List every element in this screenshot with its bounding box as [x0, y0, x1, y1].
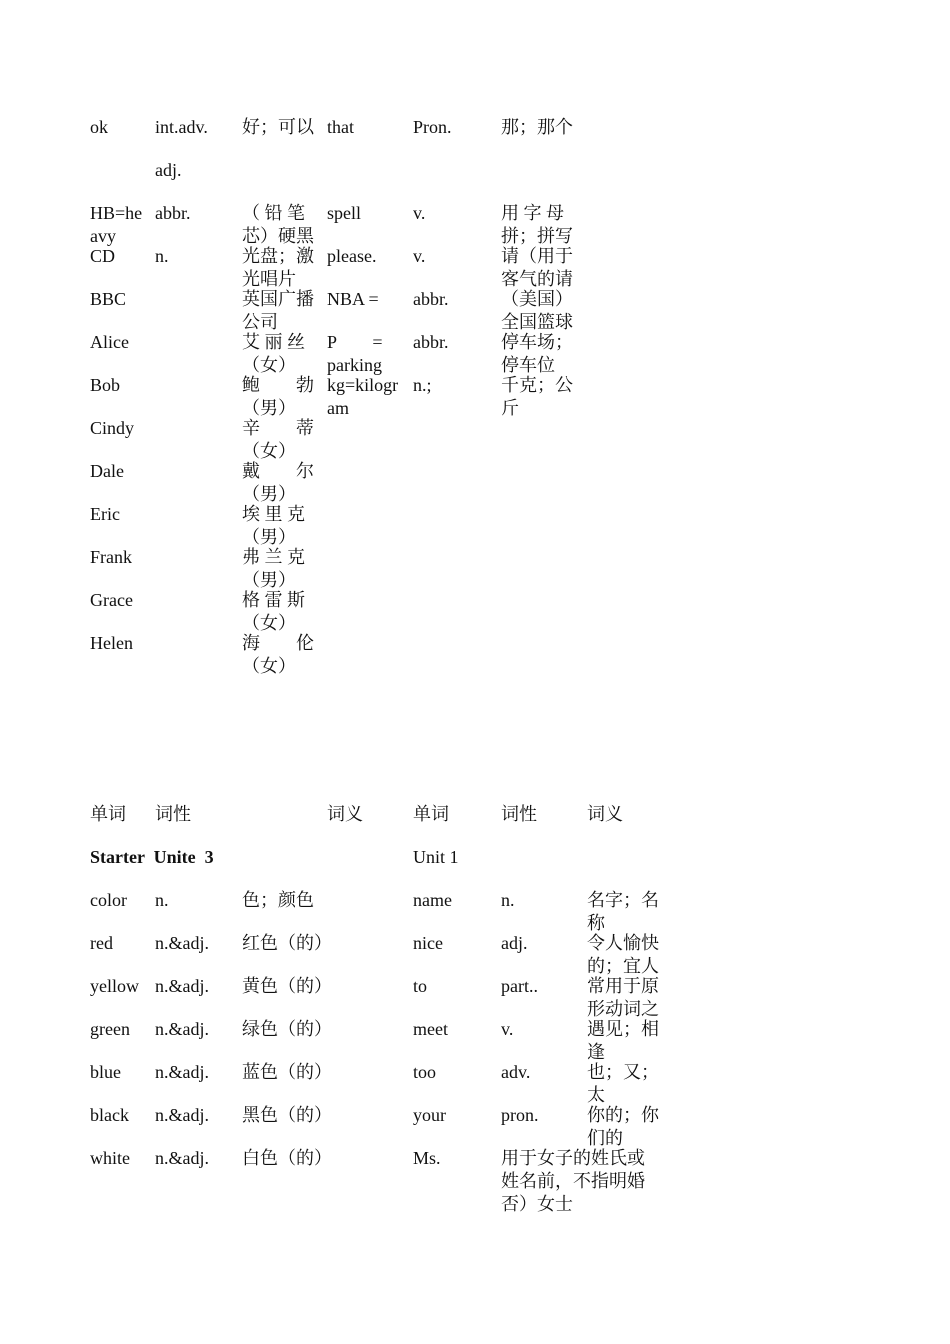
part-of-speech: adj.	[501, 933, 528, 953]
part-of-speech: n.&adj.	[155, 1105, 209, 1125]
word: P = parking	[327, 332, 383, 375]
word: color	[90, 890, 127, 910]
word: Alice	[90, 332, 129, 352]
word: NBA =	[327, 289, 379, 309]
word: that	[327, 117, 354, 137]
word: Grace	[90, 590, 133, 610]
meaning: 海 伦 （女）	[242, 633, 314, 676]
part-of-speech: n.&adj.	[155, 1148, 209, 1168]
part-of-speech: int.adv.	[155, 117, 208, 137]
word: CD	[90, 246, 116, 266]
word: BBC	[90, 289, 127, 309]
meaning: 常用于原 形动词之	[587, 976, 659, 1019]
meaning: 千克；公 斤	[501, 375, 573, 418]
word: Ms.	[413, 1148, 441, 1168]
meaning: 遇见；相 逢	[587, 1019, 659, 1062]
meaning: 也；又； 太	[587, 1062, 659, 1105]
meaning: 英国广播 公司	[242, 289, 314, 332]
word: your	[413, 1105, 446, 1125]
meaning: 戴 尔 （男）	[242, 461, 314, 504]
part-of-speech: abbr.	[155, 203, 191, 223]
part-of-speech: part..	[501, 976, 538, 996]
word: green	[90, 1019, 130, 1039]
word: Eric	[90, 504, 120, 524]
meaning: 红色（的）	[242, 933, 332, 953]
meaning: 弗 兰 克 （男）	[242, 547, 305, 590]
word: nice	[413, 933, 443, 953]
column-header-pos: 词性	[501, 804, 537, 824]
column-header-word: 单词	[90, 804, 126, 824]
word: too	[413, 1062, 437, 1082]
word: Helen	[90, 633, 133, 653]
meaning: 色；颜色	[242, 890, 314, 910]
meaning: 白色（的）	[242, 1148, 332, 1168]
meaning: 艾 丽 丝 （女）	[242, 332, 305, 375]
meaning: 绿色（的）	[242, 1019, 332, 1039]
part-of-speech: n.&adj.	[155, 1062, 209, 1082]
column-header-pos: 词性	[155, 804, 191, 824]
meaning: 用 字 母 拼；拼写	[501, 203, 573, 246]
word: Cindy	[90, 418, 135, 438]
part-of-speech: v.	[501, 1019, 514, 1039]
part-of-speech: adj.	[155, 160, 182, 180]
column-header-meaning: 词义	[587, 804, 623, 824]
word: name	[413, 890, 452, 910]
meaning: 名字；名 称	[587, 890, 659, 933]
meaning: 光盘；激 光唱片	[242, 246, 314, 289]
part-of-speech: v.	[413, 203, 426, 223]
meaning: （ 铅 笔 芯）硬黑	[242, 203, 314, 246]
word: to	[413, 976, 428, 996]
part-of-speech: Pron.	[413, 117, 452, 137]
word: white	[90, 1148, 130, 1168]
part-of-speech: n.;	[413, 375, 432, 395]
meaning: 黑色（的）	[242, 1105, 332, 1125]
word: meet	[413, 1019, 448, 1039]
meaning: 令人愉快 的；宜人	[587, 933, 659, 976]
part-of-speech: abbr.	[413, 332, 449, 352]
meaning: 请（用于 客气的请	[501, 246, 573, 289]
word: red	[90, 933, 113, 953]
meaning: 停车场； 停车位	[501, 332, 573, 375]
meaning: 那；那个	[501, 117, 573, 137]
section-title-unit-1: Unit 1	[413, 847, 459, 867]
meaning: 好；可以	[242, 117, 314, 137]
meaning: 蓝色（的）	[242, 1062, 332, 1082]
word: please.	[327, 246, 377, 266]
word: Frank	[90, 547, 132, 567]
word: Bob	[90, 375, 121, 395]
meaning: 埃 里 克 （男）	[242, 504, 305, 547]
part-of-speech: n.&adj.	[155, 976, 209, 996]
meaning: 辛 蒂 （女）	[242, 418, 314, 461]
word: yellow	[90, 976, 139, 996]
word: ok	[90, 117, 108, 137]
word: black	[90, 1105, 129, 1125]
part-of-speech: abbr.	[413, 289, 449, 309]
word: Dale	[90, 461, 124, 481]
meaning: 格 雷 斯 （女）	[242, 590, 305, 633]
part-of-speech: n.	[155, 890, 169, 910]
word: HB=he avy	[90, 203, 143, 246]
column-header-word: 单词	[413, 804, 449, 824]
section-title-starter-unit-3: Starter Unite 3	[90, 847, 214, 867]
meaning: 鲍 勃 （男）	[242, 375, 314, 418]
meaning: 你的；你 们的	[587, 1105, 659, 1148]
meaning: 黄色（的）	[242, 976, 332, 996]
part-of-speech: n.	[501, 890, 515, 910]
meaning: （美国） 全国篮球	[501, 289, 573, 332]
word: kg=kilogr am	[327, 375, 399, 418]
part-of-speech: n.&adj.	[155, 933, 209, 953]
column-header-meaning: 词义	[327, 804, 363, 824]
part-of-speech: n.&adj.	[155, 1019, 209, 1039]
meaning-ms: 用于女子的姓氏或 姓名前，不指明婚 否）女士	[501, 1148, 645, 1214]
part-of-speech: n.	[155, 246, 169, 266]
part-of-speech: v.	[413, 246, 426, 266]
word: spell	[327, 203, 361, 223]
word: blue	[90, 1062, 121, 1082]
part-of-speech: adv.	[501, 1062, 531, 1082]
part-of-speech: pron.	[501, 1105, 539, 1125]
